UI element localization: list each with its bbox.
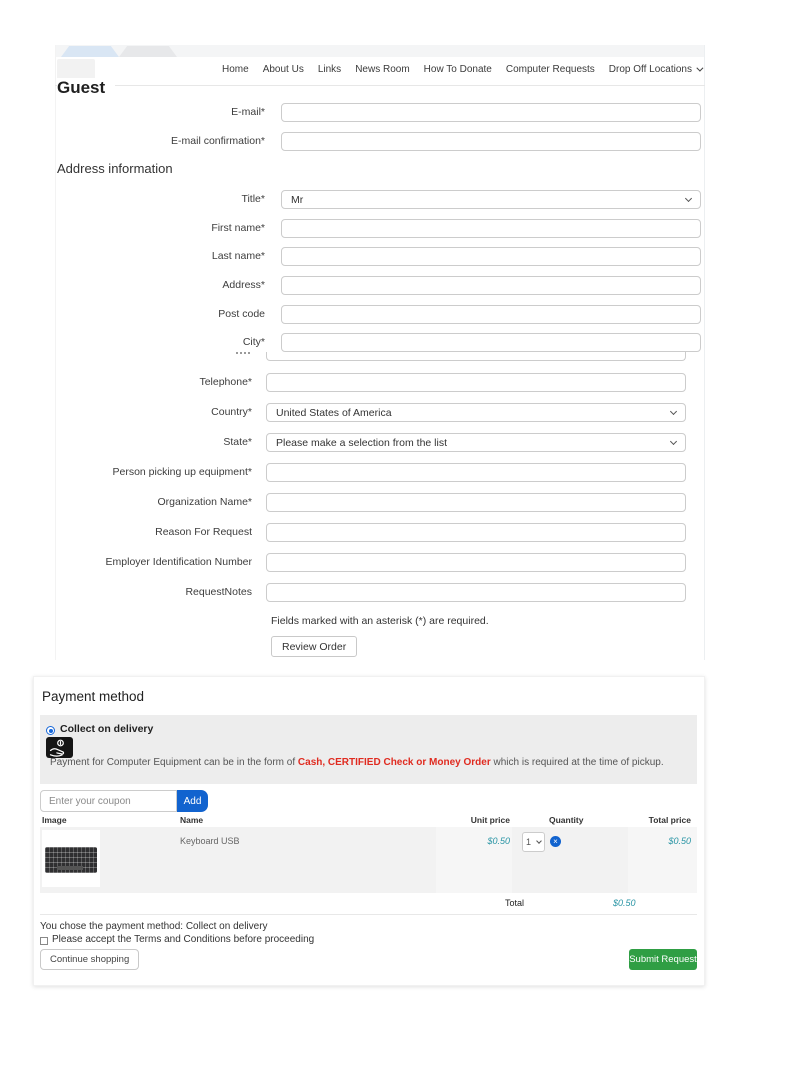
payment-section-heading: Payment method bbox=[42, 689, 145, 704]
address-label: Address* bbox=[222, 279, 265, 291]
telephone-label: Telephone* bbox=[199, 376, 252, 388]
address-input[interactable] bbox=[281, 276, 701, 295]
review-order-button[interactable]: Review Order bbox=[271, 636, 357, 657]
cropped-label-artifact bbox=[236, 352, 250, 355]
quantity-select[interactable] bbox=[522, 832, 545, 852]
col-header-name: Name bbox=[180, 815, 204, 825]
post-code-label: Post code bbox=[218, 308, 265, 320]
chevron-down-icon bbox=[536, 838, 542, 844]
keyboard-photo bbox=[45, 847, 97, 873]
chevron-down-icon bbox=[685, 195, 692, 202]
page-title: Guest bbox=[57, 78, 115, 98]
first-name-input[interactable] bbox=[281, 219, 701, 238]
nav-item-about-us[interactable]: About Us bbox=[262, 64, 304, 75]
city-label: City* bbox=[242, 336, 265, 348]
coupon-input[interactable] bbox=[40, 790, 177, 812]
nav-item-home[interactable]: Home bbox=[222, 64, 249, 75]
quantity-value: 1 bbox=[526, 837, 532, 847]
title-label: Title* bbox=[241, 193, 265, 205]
product-image[interactable] bbox=[42, 830, 100, 887]
remove-item-button[interactable]: × bbox=[550, 836, 561, 847]
email-label: E-mail* bbox=[231, 106, 265, 118]
payment-note bbox=[50, 757, 664, 768]
chosen-payment-text: You chose the payment method: Collect on delivery bbox=[40, 921, 268, 932]
last-name-input[interactable] bbox=[281, 247, 701, 266]
person-pickup-input[interactable] bbox=[266, 463, 686, 482]
payment-note-emphasis: Cash, CERTIFIED Check or Money Order bbox=[297, 757, 491, 768]
header-divider bbox=[55, 85, 705, 86]
post-code-input[interactable] bbox=[281, 305, 701, 324]
collect-on-delivery-radio[interactable] bbox=[46, 726, 55, 735]
cart-row bbox=[40, 827, 697, 893]
state-label: State* bbox=[223, 436, 252, 448]
cash-on-hand-icon bbox=[46, 737, 73, 758]
payment-note-prefix: Payment for Computer Equipment can be in the form of bbox=[50, 757, 298, 768]
tab-strip bbox=[55, 45, 705, 57]
city-input[interactable] bbox=[281, 333, 701, 352]
continue-shopping-button[interactable]: Continue shopping bbox=[40, 949, 139, 970]
country-select[interactable] bbox=[266, 403, 686, 422]
email-confirmation-input[interactable] bbox=[281, 132, 701, 151]
cart-total-value: $0.50 bbox=[613, 898, 636, 908]
request-notes-input[interactable] bbox=[266, 583, 686, 602]
state-select[interactable] bbox=[266, 433, 686, 452]
unit-price-value: $0.50 bbox=[487, 836, 510, 846]
email-confirmation-label: E-mail confirmation* bbox=[171, 135, 265, 147]
tab-inactive[interactable] bbox=[119, 46, 177, 57]
title-select[interactable] bbox=[281, 190, 701, 209]
country-label: Country* bbox=[211, 406, 252, 418]
terms-checkbox[interactable] bbox=[40, 937, 48, 945]
nav-item-links[interactable]: Links bbox=[317, 64, 342, 75]
state-select-value: Please make a selection from the list bbox=[276, 436, 447, 449]
col-header-unit-price: Unit price bbox=[470, 815, 510, 825]
nav-item-how-to-donate[interactable]: How To Donate bbox=[423, 64, 492, 75]
chevron-down-icon bbox=[670, 438, 677, 445]
request-notes-label: RequestNotes bbox=[185, 586, 252, 598]
coupon-add-button[interactable]: Add bbox=[177, 790, 208, 812]
address-section-heading: Address information bbox=[57, 161, 173, 176]
tab-active[interactable] bbox=[61, 46, 119, 57]
first-name-label: First name* bbox=[211, 222, 265, 234]
product-name: Keyboard USB bbox=[180, 836, 240, 846]
terms-label: Please accept the Terms and Conditions before proceeding bbox=[52, 934, 315, 945]
main-nav bbox=[222, 64, 701, 75]
ein-input[interactable] bbox=[266, 553, 686, 572]
country-select-value: United States of America bbox=[276, 406, 392, 419]
person-pickup-label: Person picking up equipment* bbox=[112, 466, 252, 478]
col-header-total-price: Total price bbox=[648, 815, 691, 825]
organization-name-label: Organization Name* bbox=[157, 496, 252, 508]
cropped-input-artifact bbox=[266, 352, 686, 361]
organization-name-input[interactable] bbox=[266, 493, 686, 512]
cart-total-label: Total bbox=[505, 898, 525, 908]
col-header-quantity: Quantity bbox=[549, 815, 584, 825]
submit-request-button[interactable]: Submit Request bbox=[629, 949, 697, 970]
col-header-image: Image bbox=[42, 815, 67, 825]
required-fields-note: Fields marked with an asterisk (*) are required. bbox=[271, 615, 489, 627]
nav-item-drop-off-locations[interactable]: Drop Off Locations bbox=[609, 64, 701, 75]
radio-dot bbox=[49, 729, 53, 733]
nav-item-computer-requests[interactable]: Computer Requests bbox=[505, 64, 595, 75]
ein-label: Employer Identification Number bbox=[105, 556, 252, 568]
last-name-label: Last name* bbox=[211, 250, 265, 262]
total-row-divider bbox=[40, 914, 697, 915]
reason-for-request-input[interactable] bbox=[266, 523, 686, 542]
email-input[interactable] bbox=[281, 103, 701, 122]
nav-item-news-room[interactable]: News Room bbox=[355, 64, 410, 75]
payment-method-label: Collect on delivery bbox=[60, 723, 154, 735]
total-price-value: $0.50 bbox=[668, 836, 691, 846]
reason-for-request-label: Reason For Request bbox=[155, 526, 252, 538]
payment-note-suffix: which is required at the time of pickup. bbox=[490, 757, 664, 768]
title-select-value: Mr bbox=[291, 193, 304, 206]
telephone-input[interactable] bbox=[266, 373, 686, 392]
chevron-down-icon bbox=[670, 408, 677, 415]
